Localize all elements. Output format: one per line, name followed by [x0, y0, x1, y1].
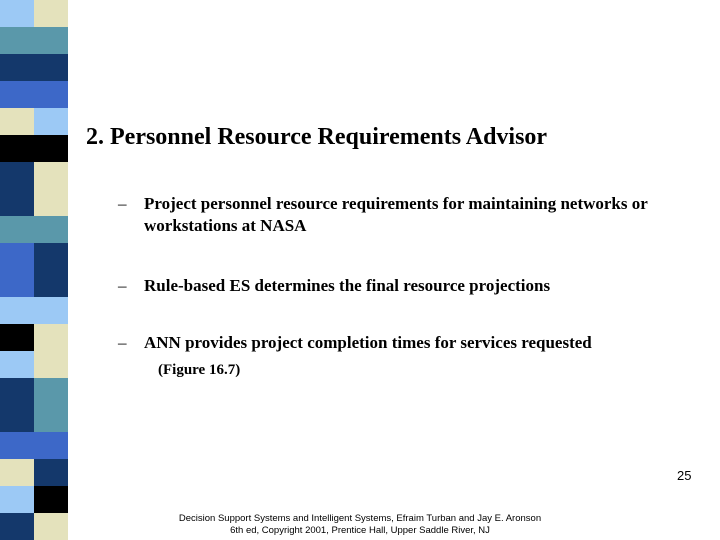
- stripe-tile: [34, 432, 68, 459]
- stripe-tile: [34, 351, 68, 378]
- stripe-tile: [0, 432, 34, 459]
- stripe-tile: [34, 270, 68, 297]
- stripe-tile: [0, 297, 34, 324]
- stripe-tile: [34, 459, 68, 486]
- bullet-text: ANN provides project completion times for services requested: [144, 333, 592, 352]
- bullet-item: [118, 193, 718, 237]
- stripe-tile: [0, 459, 34, 486]
- stripe-tile: [34, 0, 68, 27]
- stripe-tile: [34, 297, 68, 324]
- bullet-text: Project personnel resource requirements for maintaining networks or workstations at NASA: [144, 194, 648, 235]
- stripe-tile: [34, 243, 68, 270]
- stripe-tile: [0, 270, 34, 297]
- stripe-tile: [0, 27, 34, 54]
- stripe-tile: [0, 216, 34, 243]
- stripe-tile: [34, 162, 68, 189]
- stripe-tile: [34, 216, 68, 243]
- figure-reference: (Figure 16.7): [158, 362, 241, 378]
- stripe-tile: [34, 324, 68, 351]
- bullet-item: [118, 332, 698, 354]
- bullet-item: [118, 275, 678, 297]
- stripe-tile: [0, 378, 34, 405]
- stripe-tile: [0, 243, 34, 270]
- stripe-tile: [34, 378, 68, 405]
- footer-line: Decision Support Systems and Intelligent Systems, Efraim Turban and Jay E. Aronson: [178, 513, 542, 524]
- stripe-tile: [0, 189, 34, 216]
- stripe-tile: [0, 513, 34, 540]
- stripe-tile: [0, 486, 34, 513]
- stripe-tile: [0, 108, 34, 135]
- stripe-tile: [0, 0, 34, 27]
- stripe-tile: [0, 351, 34, 378]
- page-number: 25: [677, 468, 692, 483]
- footer-line: 6th ed, Copyright 2001, Prentice Hall, Upper Saddle River, NJ: [230, 525, 490, 536]
- bullet-dash: –: [118, 194, 127, 213]
- footer-citation: [160, 513, 560, 537]
- stripe-tile: [0, 54, 34, 81]
- bullet-dash: –: [118, 276, 127, 295]
- stripe-tile: [34, 486, 68, 513]
- stripe-tile: [34, 54, 68, 81]
- decorative-stripe-bar: [0, 0, 68, 540]
- stripe-tile: [0, 81, 34, 108]
- slide-title: 2. Personnel Resource Requirements Advisor: [86, 124, 548, 150]
- stripe-tile: [0, 135, 34, 162]
- stripe-tile: [34, 189, 68, 216]
- bullet-dash: –: [118, 333, 127, 352]
- stripe-tile: [34, 135, 68, 162]
- stripe-tile: [0, 162, 34, 189]
- stripe-tile: [0, 405, 34, 432]
- stripe-tile: [0, 324, 34, 351]
- stripe-tile: [34, 108, 68, 135]
- stripe-tile: [34, 405, 68, 432]
- bullet-text: Rule-based ES determines the final resource projections: [144, 276, 551, 295]
- stripe-tile: [34, 513, 68, 540]
- stripe-tile: [34, 81, 68, 108]
- stripe-tile: [34, 27, 68, 54]
